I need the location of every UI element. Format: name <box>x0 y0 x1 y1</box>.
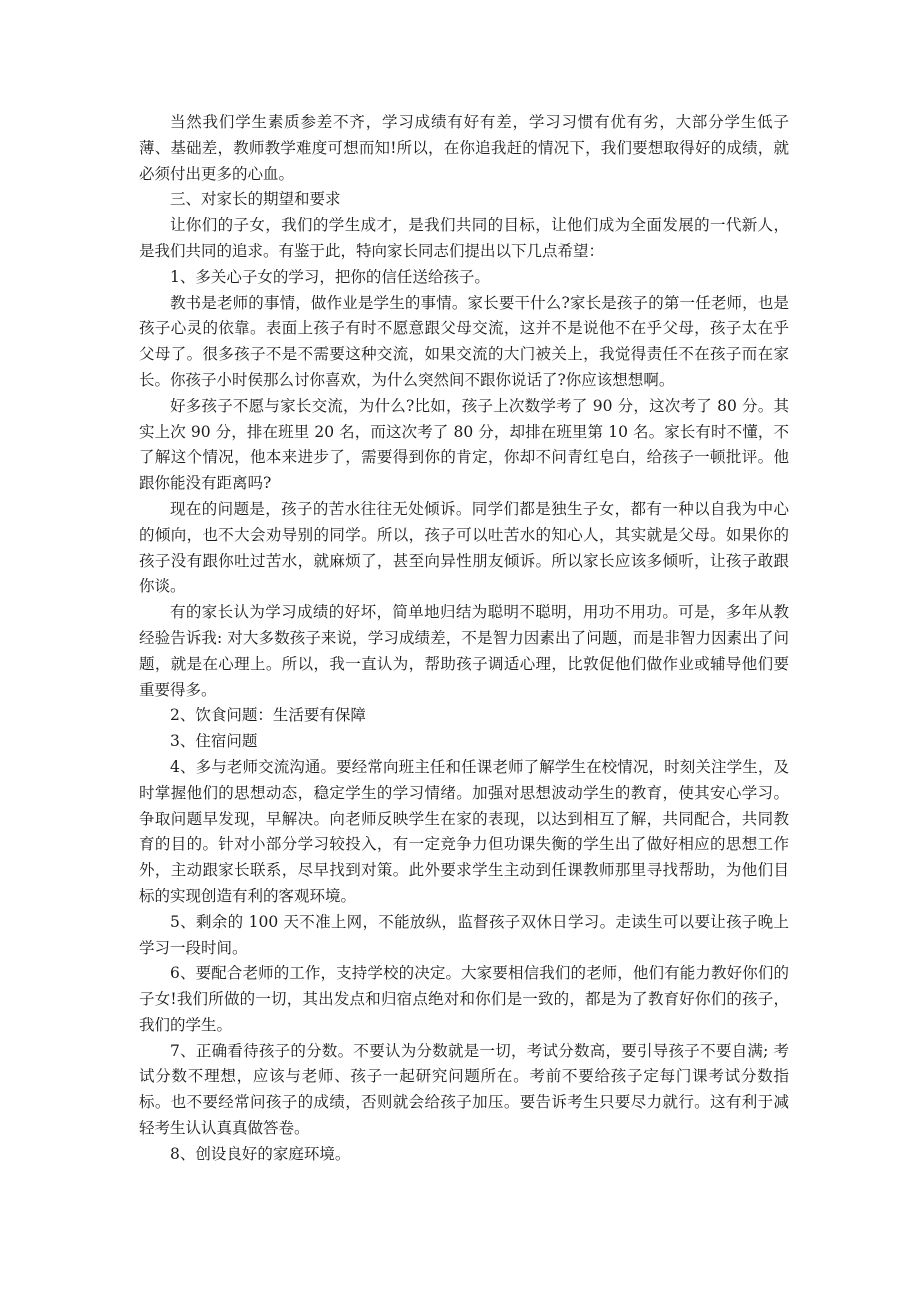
paragraph-intro: 当然我们学生素质参差不齐，学习成绩有好有差，学习习惯有优有劣，大部分学生低子薄、基础差，教师教学难度可想而知!所以，在你追我赶的情况下，我们要想取得好的成绩，就必须付出更多的心血。 <box>139 113 789 183</box>
section-heading-parents-expectations: 三、对家长的期望和要求 <box>170 190 341 209</box>
paragraph-psychology: 有的家长认为学习成绩的好坏，简单地归结为聪明不聪明，用功不用功。可是，多年从教经验告诉我: 对大多数孩子来说，学习成绩差，不是智力因素出了问题，而是非智力因素出了问题，就是在心理上。所以，我一直认为，帮助孩子调适心理，比敦促他们做作业或辅导他们要重要得多。 <box>139 603 789 699</box>
paragraph-score-example: 好多孩子不愿与家长交流，为什么?比如，孩子上次数学考了 90 分，这次考了 80 分。其实上次 90 分，排在班里 20 名，而这次考了 80 分，却排在班里第 10 名。家长有时不懂，不了解这个情况，他本来进步了，需要得到你的肯定，你却不问青红皂白，给孩子一顿批评。他跟你能没有距离吗? <box>139 396 789 493</box>
item-heading-3: 3、住宿问题 <box>170 732 258 751</box>
item-heading-1: 1、多关心子女的学习，把你的信任送给孩子。 <box>170 267 490 286</box>
paragraph-common-goal: 让你们的子女，我们的学生成才，是我们共同的目标，让他们成为全面发展的一代新人，是我们共同的追求。有鉴于此，特向家长同志们提出以下几点希望： <box>139 216 789 260</box>
item-7-scores: 7、正确看待孩子的分数。不要认为分数就是一切，考试分数高，要引导孩子不要自满; 考试分数不理想，应该与老师、孩子一起研究问题所在。考前不要给孩子定每门课考试分数指标。也不要经常问孩子的成绩，否则就会给孩子加压。要告诉考生只要尽力就行。这有利于减轻考生认认真真做答卷。 <box>139 1041 789 1138</box>
item-8-family-environment: 8、创设良好的家庭环境。 <box>170 1144 351 1163</box>
item-5-no-internet: 5、剩余的 100 天不准上网，不能放纵，监督孩子双休日学习。走读生可以要让孩子晚上学习一段时间。 <box>139 912 789 957</box>
item-6-support-school: 6、要配合老师的工作，支持学校的决定。大家要相信我们的老师，他们有能力教好你们的子女!我们所做的一切，其出发点和归宿点绝对和你们是一致的，都是为了教育好你们的孩子，我们的学生。 <box>139 964 789 1034</box>
paragraph-parents-role: 教书是老师的事情，做作业是学生的事情。家长要干什么?家长是孩子的第一任老师，也是孩子心灵的依靠。表面上孩子有时不愿意跟父母交流，这并不是说他不在乎父母，孩子太在乎父母了。很多孩子不是不需要这种交流，如果交流的大门被关上，我觉得责任不在孩子而在家长。你孩子小时侯那么讨你喜欢，为什么突然间不跟你说话了?你应该想想啊。 <box>139 293 789 389</box>
document-body <box>139 110 789 1168</box>
item-heading-2: 2、饮食问题：生活要有保障 <box>170 706 366 725</box>
paragraph-listening: 现在的问题是，孩子的苦水往往无处倾诉。同学们都是独生子女，都有一种以自我为中心的倾向，也不大会劝导别的同学。所以，孩子可以吐苦水的知心人，其实就是父母。如果你的孩子没有跟你吐过苦水，就麻烦了，甚至向异性朋友倾诉。所以家长应该多倾听，让孩子敢跟你谈。 <box>139 499 789 596</box>
item-4-communicate-with-teachers: 4、多与老师交流沟通。要经常向班主任和任课老师了解学生在校情况，时刻关注学生，及时掌握他们的思想动态，稳定学生的学习情绪。加强对思想波动学生的教育，使其安心学习。争取问题早发现，早解决。向老师反映学生在家的表现，以达到相互了解，共同配合，共同教育的目的。针对小部分学习较投入，有一定竞争力但功课失衡的学生出了做好相应的思想工作外，主动跟家长联系，尽早找到对策。此外要求学生主动到任课教师那里寻找帮助，为他们目标的实现创造有利的客观环境。 <box>139 757 789 905</box>
